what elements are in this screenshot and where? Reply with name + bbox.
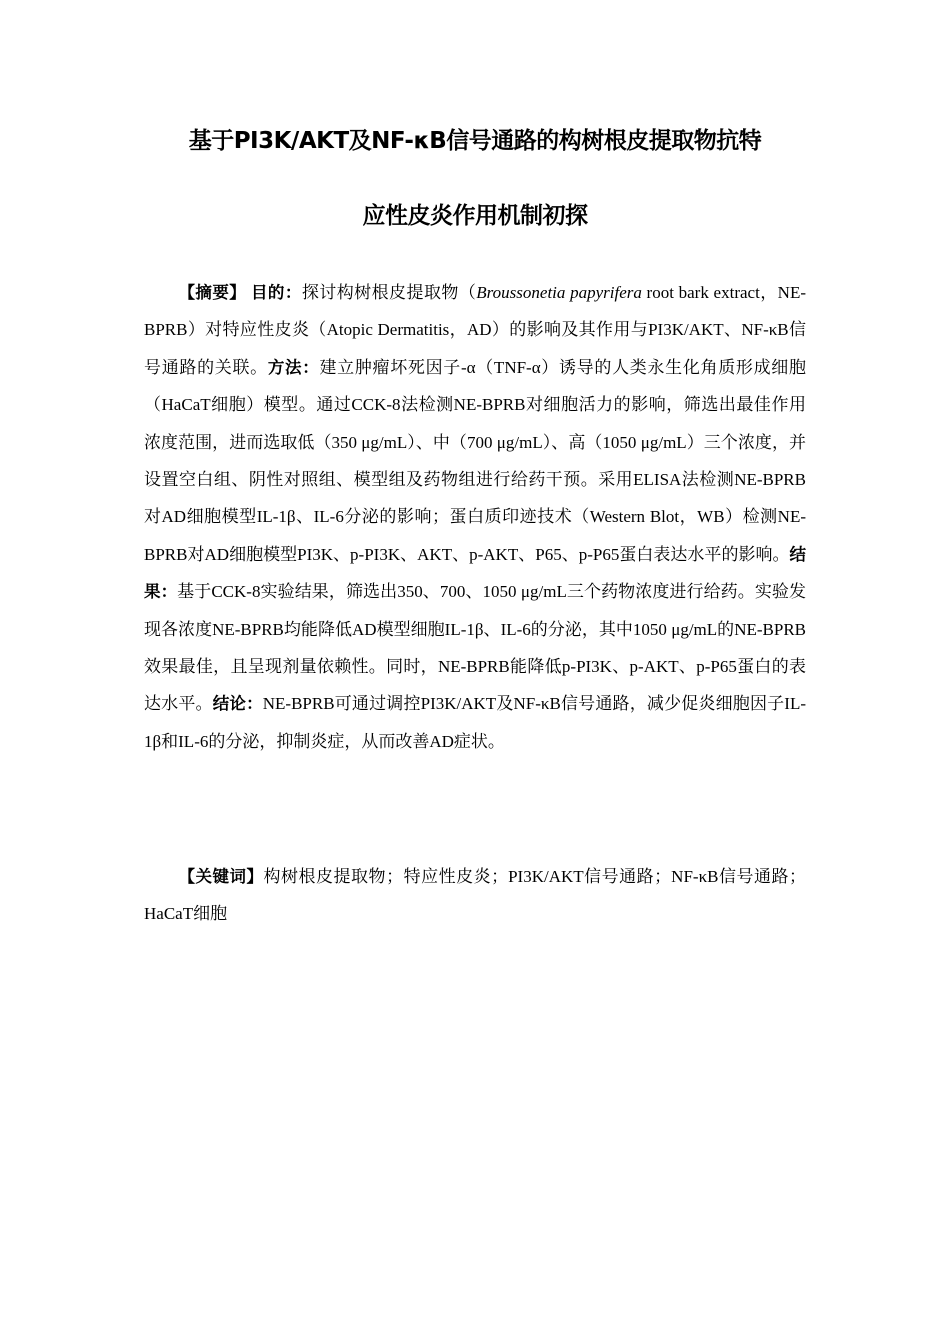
results-text: 基于CCK-8实验结果，筛选出350、700、1050 μg/mL三个药物浓度进行给药。实验发现各浓度NE-BPRB均能降低AD模型细胞IL-1β、IL-6的分泌，其中1050 μg/mL的NE-BPRB效果最佳，且呈现剂量依赖性。同时，NE-BPRB能降低p-PI3K、p-AKT、p-P65蛋白的表达水平。 <box>144 582 807 714</box>
methods-text: 建立肿瘤坏死因子-α（TNF-α）诱导的人类永生化角质形成细胞（HaCaT细胞）模型。通过CCK-8法检测NE-BPRB对细胞活力的影响，筛选出最佳作用浓度范围，进而选取低（350 μg/mL）、中（700 μg/mL）、高（1050 μg/mL）三个浓度，并设置空白组、阴性对照组、模型组及药物组进行给药干预。采用ELISA法检测NE-BPRB对AD细胞模型IL-1β、IL-6分泌的影响；蛋白质印迹技术（Western Blot，WB）检测NE-BPRB对AD细胞模型PI3K、p-PI3K、AKT、p-AKT、P65、p-P65蛋白表达水平的影响。 <box>144 357 806 564</box>
paper-title-line-2: 应性皮炎作用机制初探 <box>362 203 588 229</box>
results-label: 结果： <box>144 544 806 602</box>
conclusion-label: 结论： <box>212 694 263 714</box>
methods-label: 方法： <box>267 357 320 377</box>
abstract-paragraph <box>144 274 806 760</box>
keywords-text: 构树根皮提取物；特应性皮炎；PI3K/AKT信号通路；NF-κB信号通路；HaCaT细胞 <box>144 867 806 924</box>
keywords-paragraph <box>144 858 806 933</box>
paper-title-line-1: 基于PI3K/AKT及NF-κB信号通路的构树根皮提取物抗特 <box>188 128 762 154</box>
purpose-text-post: root bark extract，NE-BPRB）对特应性皮炎（Atopic Dermatitis，AD）的影响及其作用与PI3K/AKT、NF-κB信号通路的关联。 <box>144 283 807 377</box>
purpose-text-pre: 探讨构树根皮提取物（ <box>301 283 477 302</box>
keywords-label: 【关键词】 <box>178 867 264 886</box>
abstract-label: 【摘要】 <box>178 283 247 302</box>
purpose-label: 目的： <box>250 283 302 302</box>
conclusion-text: NE-BPRB可通过调控PI3K/AKT及NF-κB信号通路，减少促炎细胞因子IL-1β和IL-6的分泌，抑制炎症，从而改善AD症状。 <box>144 694 807 751</box>
species-name: Broussonetia papyrifera <box>476 283 642 302</box>
